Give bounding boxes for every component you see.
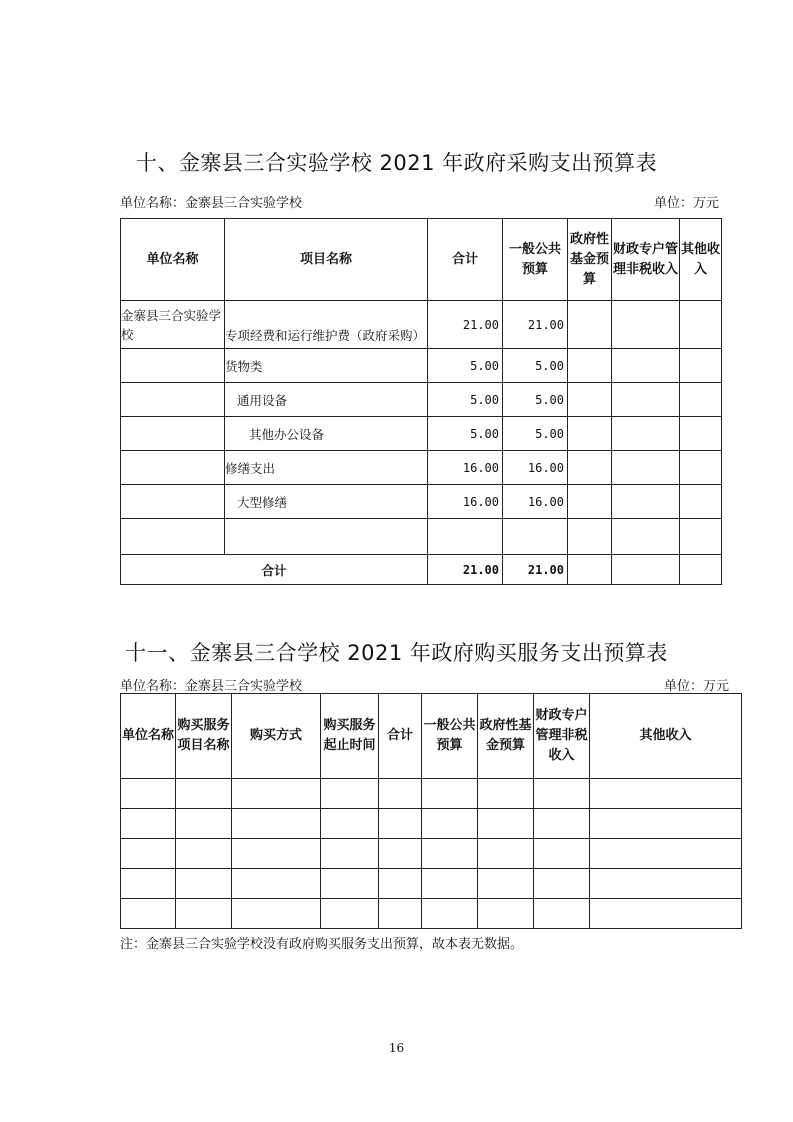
project-cell: 通用设备: [225, 383, 428, 417]
header-period: 购买服务起止时间: [321, 694, 379, 779]
table-row: [121, 301, 722, 349]
page-number: 16: [388, 1041, 405, 1055]
table-row: [121, 451, 722, 485]
general-cell: 16.00: [503, 485, 568, 519]
procurement-table: [120, 218, 722, 585]
table-row: [121, 899, 742, 929]
table2-unit-name: 单位名称：金寨县三合实验学校: [120, 679, 303, 694]
total-cell: 16.00: [428, 451, 503, 485]
header-general-budget: 一般公共预算: [503, 219, 568, 301]
table-row: [121, 519, 722, 555]
table1-header-row: [121, 219, 722, 301]
general-cell: 5.00: [503, 349, 568, 383]
header-total: 合计: [428, 219, 503, 301]
unit-cell: 金寨县三合实验学校: [121, 301, 225, 349]
project-cell: 其他办公设备: [225, 417, 428, 451]
header-total: 合计: [379, 694, 422, 779]
header-unit-name: 单位名称: [121, 219, 225, 301]
table-row: [121, 383, 722, 417]
total-cell: 5.00: [428, 383, 503, 417]
general-cell: 5.00: [503, 383, 568, 417]
general-cell: 5.00: [503, 417, 568, 451]
table2-note: 注：金寨县三合实验学校没有政府购买服务支出预算，故本表无数据。: [120, 937, 524, 952]
project-cell: 修缮支出: [225, 451, 428, 485]
header-general-budget: 一般公共预算: [422, 694, 478, 779]
total-cell: 21.00: [428, 301, 503, 349]
table1-title: 十、金寨县三合实验学校 2021 年政府采购支出预算表: [135, 151, 658, 175]
table2-title: 十一、金寨县三合学校 2021 年政府购买服务支出预算表: [125, 641, 668, 665]
header-unit-name: 单位名称: [121, 694, 176, 779]
table-row: [121, 839, 742, 869]
header-gov-fund: 政府性基金预算: [478, 694, 534, 779]
table-row: [121, 809, 742, 839]
header-project-name: 项目名称: [225, 219, 428, 301]
total-row: [121, 555, 722, 585]
header-other-income: 其他收入: [680, 219, 722, 301]
header-fiscal-special: 财政专户管理非税收入: [534, 694, 590, 779]
table-row: [121, 417, 722, 451]
general-cell: 16.00: [503, 451, 568, 485]
project-cell: 货物类: [225, 349, 428, 383]
general-cell: 21.00: [503, 555, 568, 585]
header-other-income: 其他收入: [590, 694, 742, 779]
header-method: 购买方式: [232, 694, 321, 779]
table2-header-row: [121, 694, 742, 779]
table-row: [121, 779, 742, 809]
total-cell: 5.00: [428, 417, 503, 451]
total-cell: 5.00: [428, 349, 503, 383]
general-cell: 21.00: [503, 301, 568, 349]
project-cell: 大型修缮: [225, 485, 428, 519]
header-fiscal-special: 财政专户管理非税收入: [612, 219, 680, 301]
table-row: [121, 485, 722, 519]
table-row: [121, 349, 722, 383]
total-cell: 21.00: [428, 555, 503, 585]
table2-unit: 单位：万元: [664, 679, 730, 694]
table1-unit-name: 单位名称：金寨县三合实验学校: [120, 196, 303, 211]
total-label: 合计: [121, 555, 428, 585]
header-service-item: 购买服务项目名称: [176, 694, 232, 779]
table1-unit: 单位：万元: [654, 196, 720, 211]
header-gov-fund: 政府性基金预算: [568, 219, 612, 301]
total-cell: 16.00: [428, 485, 503, 519]
project-cell: 专项经费和运行维护费（政府采购）: [225, 301, 428, 349]
service-table: [120, 693, 742, 929]
table-row: [121, 869, 742, 899]
